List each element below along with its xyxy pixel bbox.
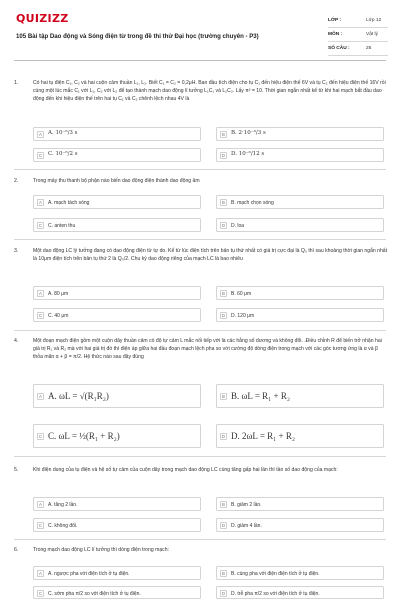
option-b[interactable] (216, 497, 384, 511)
quizizz-logo: QUIZIZZ (16, 12, 69, 25)
meta-row-count (328, 42, 388, 56)
option-letter-badge: A (37, 131, 44, 138)
question-text: Một đoạn mạch điện gồm một cuộn dây thuần cảm có độ tự cảm L mắc nối tiếp với là các hằng số dương và không đổi. .Điều chỉnh R để biến trở nhận hai giá trị R₁ và R₂ mà với hai giá trị đó thì điện áp giữa hai đầu đoạn mạch lệch pha so với cường độ dòng điện trong mạch với các góc tương ứng là α và β thỏa mãn α + β = π/2. Hệ thức nào sau đây đúng (33, 338, 382, 360)
question-number: 5. (14, 467, 19, 473)
option-text: B. cùng pha với điện điện tích ở tụ điện. (231, 570, 320, 577)
meta-row-subject (328, 28, 388, 42)
option-text: A. mạch tách sóng (48, 199, 90, 206)
option-text: C. anten thu (48, 222, 76, 229)
option-letter-badge: C (38, 523, 43, 528)
option-letter-badge: B (220, 393, 227, 400)
option-d[interactable] (216, 586, 384, 599)
meta-label: LỚP : (328, 18, 342, 23)
option-text: C. 10⁻⁶/2 s (48, 151, 78, 157)
option-d[interactable] (216, 518, 384, 532)
option-letter-badge: D (221, 223, 226, 228)
option-a[interactable] (33, 127, 201, 141)
option-letter-badge: B (220, 199, 227, 206)
option-d[interactable] (216, 424, 384, 448)
option-b[interactable] (216, 286, 384, 300)
option-letter-badge: C (38, 153, 43, 158)
option-letter-badge: B (220, 290, 227, 297)
meta-row-class (328, 14, 388, 28)
option-b[interactable] (216, 384, 384, 408)
option-b[interactable] (216, 195, 384, 209)
option-text: B. giảm 2 lần. (231, 501, 262, 508)
option-text: B. 2·10⁻⁶/3 s (231, 130, 266, 136)
option-text: D. 120 μm (231, 312, 255, 319)
option-formula: D. 2ωL = R₁ + R₂ (231, 431, 296, 441)
option-letter-badge: D (221, 434, 226, 439)
question-number: 3. (14, 248, 19, 254)
option-d[interactable] (216, 148, 384, 162)
option-text: C. 40 μm (48, 312, 69, 319)
question-number: 6. (14, 547, 19, 553)
option-d[interactable] (216, 308, 384, 322)
option-text: D. 10⁻⁶/12 s (231, 151, 265, 157)
meta-value: Vật lý (366, 32, 378, 37)
worksheet-header (0, 0, 400, 60)
question-text: Có hai tụ điện C₁, C₂ và hai cuộn cảm thuần L₁, L₂. Biết C₁ = C₂ = 0,2μH. Ban đầu tích điện cho tụ C₁ đến hiệu điện thế 6V và tụ C₂ đến hiệu điện thế 16V rồi cùng một lúc mắc C₁ với L₁, C₂ với L₂ để tạo thành mạch dao động lí tưởng L₁C₁ và L₂C₂. Lấy π² = 10. Thời gian ngắn nhất kể từ khi hai mạch bắt đầu dao động đến khi hiệu điện thế trên hai tụ C₁ và C₂ chênh lệch nhau 4V là (33, 80, 386, 102)
meta-value: Lớp 12 (366, 18, 382, 23)
option-c[interactable] (33, 218, 201, 232)
option-text: D. giảm 4 lần. (231, 522, 262, 529)
option-letter-badge: D (221, 523, 226, 528)
option-letter-badge: A (37, 199, 44, 206)
option-letter-badge: D (221, 153, 226, 158)
worksheet-title: 105 Bài tập Dao động và Sóng điện từ trong đề thi thử Đại học (trường chuyên - P3) (16, 33, 259, 40)
option-text: B. mạch chọn sóng (231, 199, 274, 206)
option-b[interactable] (216, 127, 384, 141)
question-divider (14, 239, 386, 240)
option-letter-badge: D (221, 591, 226, 596)
meta-value: 25 (366, 46, 372, 51)
option-a[interactable] (33, 566, 201, 580)
option-text: A. tăng 2 lần. (48, 501, 78, 508)
question-divider (14, 330, 386, 331)
worksheet-meta (328, 14, 388, 56)
option-formula: A. ωL = √(R₁R₂) (48, 391, 109, 401)
option-text: C. sớm pha π/2 so với điện tích ở tụ điện. (48, 590, 141, 597)
question-number: 4. (14, 338, 19, 344)
option-letter-badge: A (37, 501, 44, 508)
option-letter-badge: C (38, 313, 43, 318)
question-text: Trong mạch dao động LC lí tưởng thì dòng điện trong mạch: (33, 547, 169, 553)
option-a[interactable] (33, 497, 201, 511)
option-letter-badge: A (37, 393, 44, 400)
header-divider (14, 60, 386, 61)
option-a[interactable] (33, 384, 201, 408)
question-divider (14, 456, 386, 457)
option-letter-badge: B (220, 570, 227, 577)
meta-label: SỐ CÂU : (328, 46, 350, 51)
question-number: 2. (14, 178, 19, 184)
option-text: C. không đổi. (48, 522, 78, 529)
option-text: A. ngược pha với điện tích ở tụ điện. (48, 570, 130, 577)
question-divider (14, 539, 386, 540)
question-text: Một dao động LC lý tưởng đang có dao động điện từ tự do. Kể từ lúc điện tích trên bản tụ thứ nhất có giá trị cực đại là Q₀ thì sau khoảng thời gian ngắn nhất là 10μm điện tích trên bản tụ thứ 2 là Q₀/2. Chu kỳ dao động riêng của mạch LC là bao nhiêu (33, 248, 388, 262)
option-b[interactable] (216, 566, 384, 580)
option-letter-badge: A (37, 570, 44, 577)
option-letter-badge: C (38, 434, 43, 439)
option-c[interactable] (33, 586, 201, 599)
option-letter-badge: B (220, 501, 227, 508)
option-c[interactable] (33, 148, 201, 162)
option-text: A. 80 μm (48, 290, 69, 297)
question-text: Trong máy thu thanh bộ phận nào biến dao động điện thành dao động âm (33, 178, 200, 184)
option-text: D. loa (231, 222, 245, 229)
question-number: 1. (14, 80, 19, 86)
option-d[interactable] (216, 218, 384, 232)
option-letter-badge: D (221, 313, 226, 318)
option-letter-badge: C (38, 591, 43, 596)
meta-label: MÔN : (328, 32, 343, 37)
option-letter-badge: B (220, 131, 227, 138)
option-a[interactable] (33, 286, 201, 300)
question-text: Khi điện dung của tụ điện và hệ số tự cảm của cuộn dây trong mạch dao động LC cùng tăng gấp hai lần thì tần số dao động của mạch: (33, 467, 338, 473)
option-text: A. 10⁻⁶/3 s (48, 130, 78, 136)
question-divider (14, 169, 386, 170)
option-c[interactable] (33, 424, 201, 448)
option-a[interactable] (33, 195, 201, 209)
option-letter-badge: C (38, 223, 43, 228)
option-c[interactable] (33, 518, 201, 532)
option-formula: B. ωL = R₁ + R₂ (231, 391, 291, 401)
option-c[interactable] (33, 308, 201, 322)
option-text: D. trễ pha π/2 so với điện tích ở tụ điện. (231, 590, 320, 597)
option-letter-badge: A (37, 290, 44, 297)
option-text: B. 60 μm (231, 290, 252, 297)
option-formula: C. ωL = ½(R₁ + R₂) (48, 431, 120, 441)
